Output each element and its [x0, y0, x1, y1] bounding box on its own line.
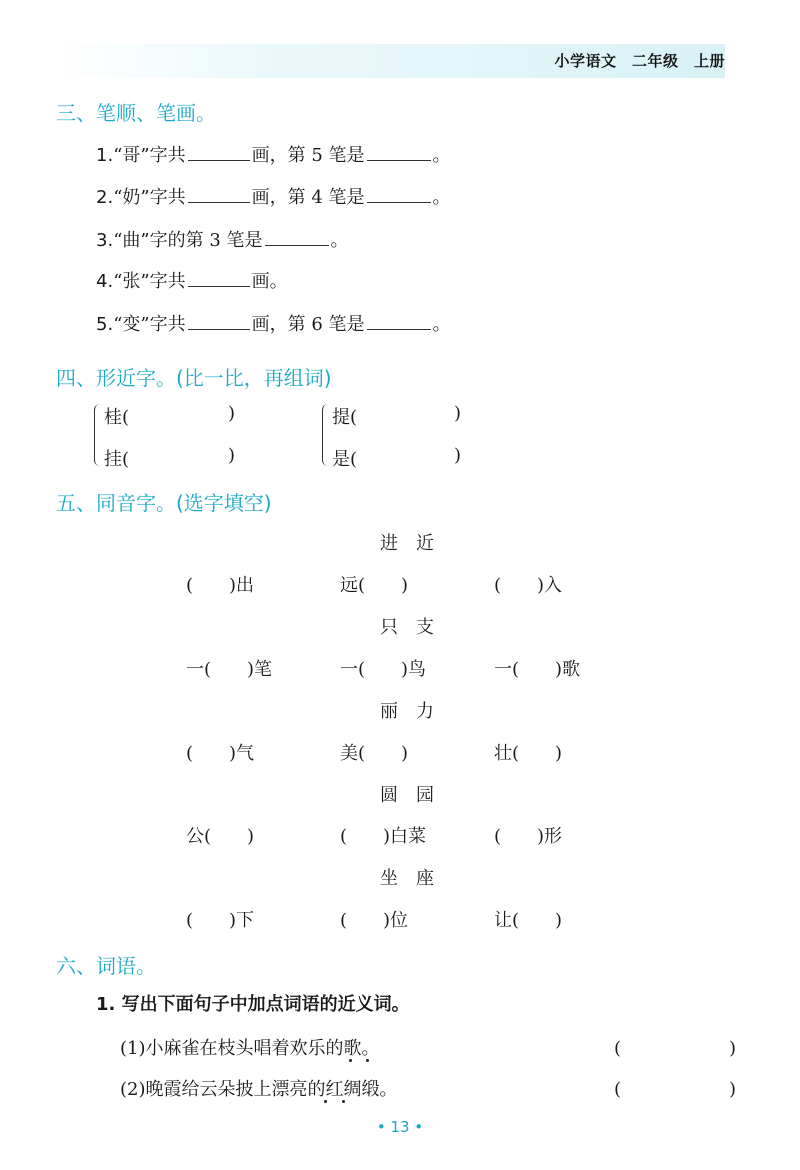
answer-blank[interactable] [188, 201, 250, 203]
homophone-pair: 丽力 [380, 701, 452, 722]
answer-paren[interactable]: ( ) [614, 1079, 737, 1100]
right-brace [322, 404, 329, 466]
sec3-item-4: 4.“张”字共 画。 [96, 271, 288, 292]
sec3-item-1: 1.“哥”字共 画，第 5 笔是 。 [96, 145, 451, 166]
answer-blank[interactable] [188, 285, 250, 287]
answer-blank[interactable] [367, 328, 431, 330]
word-pair-right-2: 是( [332, 449, 358, 470]
fill-item[interactable]: 公( ) [186, 826, 255, 847]
fill-item[interactable]: 美( ) [340, 743, 409, 764]
word-pair-right-1: 提( [332, 407, 358, 428]
emphasis-dot [324, 1100, 327, 1103]
sec3-item-2: 2.“奶”字共 画，第 4 笔是 。 [96, 187, 451, 208]
sec3-item-5: 5.“变”字共 画，第 6 笔是 。 [96, 314, 451, 335]
close-paren: ) [454, 445, 462, 466]
section-3-title: 三、笔顺、笔画。 [56, 101, 216, 125]
fill-item[interactable]: ( )下 [186, 910, 255, 931]
sentence-2: (2)晚霞给云朵披上漂亮的红绸缎。 [120, 1079, 398, 1100]
fill-item[interactable]: 壮( ) [494, 743, 563, 764]
answer-blank[interactable] [188, 159, 250, 161]
fill-item[interactable]: ( )位 [340, 910, 409, 931]
sentence-1: (1)小麻雀在枝头唱着欢乐的歌。 [120, 1038, 380, 1059]
answer-blank[interactable] [188, 328, 250, 330]
close-paren: ) [228, 403, 236, 424]
homophone-pair: 坐座 [380, 868, 452, 889]
fill-item[interactable]: 远( ) [340, 575, 409, 596]
homophone-pair: 只支 [380, 617, 452, 638]
fill-item[interactable]: 一( )鸟 [340, 659, 427, 680]
answer-blank[interactable] [265, 244, 329, 246]
sec6-question-1: 1. 写出下面句子中加点词语的近义词。 [96, 994, 410, 1015]
left-brace [94, 404, 101, 466]
page-header [52, 44, 725, 78]
answer-blank[interactable] [367, 201, 431, 203]
word-pair-left-1: 桂( [104, 407, 130, 428]
emphasis-dot [366, 1059, 369, 1062]
answer-paren[interactable]: ( ) [614, 1038, 737, 1059]
section-4-title: 四、形近字。(比一比，再组词) [56, 366, 332, 390]
close-paren: ) [454, 403, 462, 424]
fill-item[interactable]: 一( )笔 [186, 659, 273, 680]
section-6-title: 六、词语。 [56, 954, 156, 978]
close-paren: ) [228, 445, 236, 466]
fill-item[interactable]: ( )形 [494, 826, 563, 847]
page-number: • 13 • [376, 1118, 424, 1136]
emphasis-dot [342, 1100, 345, 1103]
header-text: 小学语文 二年级 上册 [554, 52, 725, 70]
homophone-pair: 圆园 [380, 785, 452, 806]
word-pair-left-2: 挂( [104, 449, 130, 470]
fill-item[interactable]: ( )入 [494, 575, 563, 596]
emphasis-dot [349, 1059, 352, 1062]
fill-item[interactable]: ( )气 [186, 743, 255, 764]
fill-item[interactable]: ( )白菜 [340, 826, 427, 847]
sec3-item-3: 3.“曲”字的第 3 笔是 。 [96, 230, 349, 251]
fill-item[interactable]: 一( )歌 [494, 659, 581, 680]
fill-item[interactable]: 让( ) [494, 910, 563, 931]
homophone-pair: 进近 [380, 533, 452, 554]
answer-blank[interactable] [367, 159, 431, 161]
section-5-title: 五、同音字。(选字填空) [56, 491, 272, 515]
fill-item[interactable]: ( )出 [186, 575, 255, 596]
